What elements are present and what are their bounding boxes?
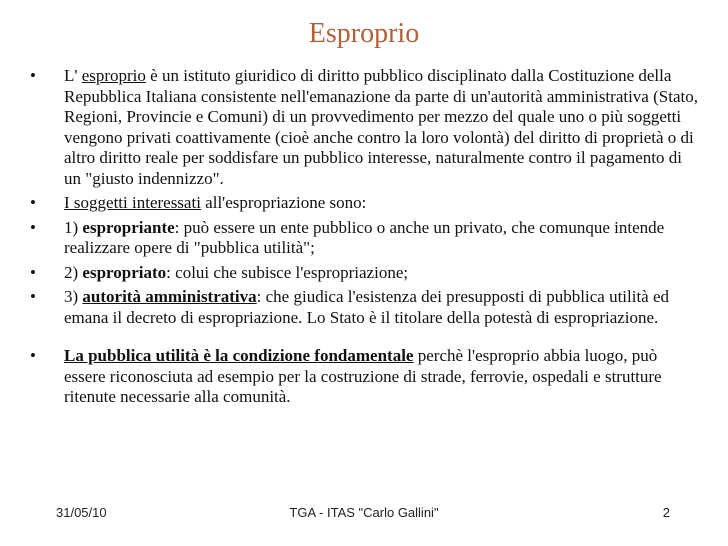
bullet-item-espropriato [30, 263, 700, 284]
bullet-prefix: 1) [64, 217, 83, 237]
bullet-prefix: 2) [64, 262, 83, 282]
bullet-text: : può essere un ente pubblico o anche un privato, che comunque intende realizzare opere di "pubblica utilità"; [64, 217, 665, 257]
bullet-term: espropriato [82, 262, 167, 282]
subjects-link[interactable]: I soggetti interessati [64, 193, 201, 212]
bullet-item-autorita [30, 287, 700, 328]
bullet-text: : colui che subisce l'espropriazione; [166, 262, 409, 282]
bullet-text: all'espropriazione sono: [200, 193, 367, 212]
footer-center: TGA - ITAS "Carlo Gallini" [289, 505, 439, 520]
bullet-text: è un istituto giuridico di diritto pubblico disciplinato dalla Costituzione della Repubblica Italiana consistente nell'emanazione da parte di un'autorità amministrativa (Stato, Regioni, Provincie e Comuni) di un provvedimento per mezzo del quale uno o più soggetti vengono privati coattivamente (cioè anche contro la loro volontà) del diritto di proprietà o di altro diritto reale per soddisfare un pubblico interesse, naturalmente contro il pagamento di un "giusto indennizzo". [64, 66, 698, 188]
public-utility-link[interactable]: La pubblica utilità è la condizione fondamentale [64, 346, 414, 365]
bullet-term: espropriante [82, 217, 175, 237]
bullet-prefix: L' [64, 66, 82, 85]
bullet-dot-icon: • [30, 66, 36, 85]
bullet-dot-icon: • [30, 262, 36, 282]
bullet-dot-icon: • [30, 287, 36, 306]
bullet-dot-icon: • [30, 217, 36, 237]
bullet-item-public-utility [30, 346, 700, 408]
bullet-prefix: 3) [64, 287, 83, 306]
bullet-item-espropriante [30, 218, 700, 259]
bullet-term: autorità amministrativa [82, 287, 257, 306]
esproprio-link[interactable]: esproprio [81, 66, 146, 85]
bullet-item-definition [30, 66, 700, 189]
bullet-text: perchè l'esproprio abbia luogo, può essere riconosciuta ad esempio per la costruzione di strade, ferrovie, ospedali e strutture ritenute necessarie alla comunità. [64, 346, 662, 406]
bullet-dot-icon: • [30, 346, 36, 365]
bullet-text: : che giudica l'esistenza dei presupposti di pubblica utilità ed emana il decreto di espropriazione. Lo Stato è il titolare della potestà di espropriazione. [64, 287, 670, 327]
footer-date: 31/05/10 [56, 505, 107, 520]
bullet-dot-icon: • [30, 193, 36, 212]
bullet-list [30, 66, 700, 412]
page-title: Esproprio [308, 18, 420, 49]
footer-page-number: 2 [662, 505, 670, 520]
bullet-item-subjects [30, 193, 700, 214]
